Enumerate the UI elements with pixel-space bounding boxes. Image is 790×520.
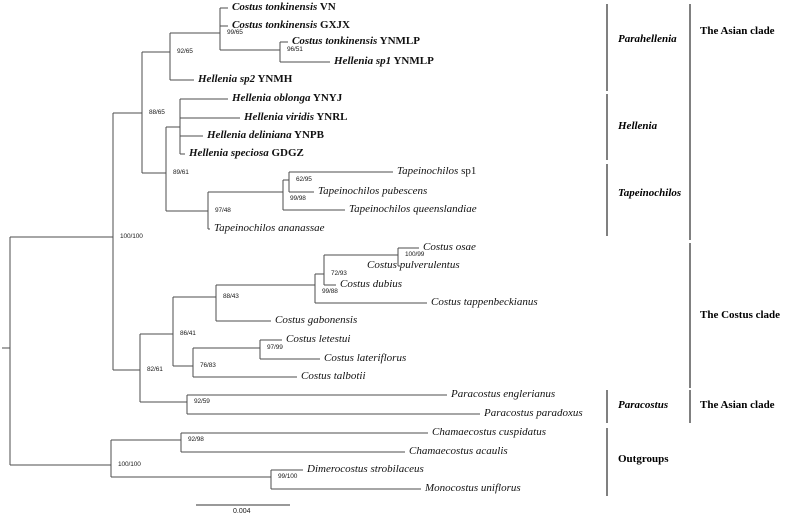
clade-asian-top: The Asian clade	[700, 25, 775, 37]
tip-voucher: YNMLP	[379, 35, 420, 47]
tip-genus: Costus	[292, 35, 323, 47]
support-value-node-outgroup-root: 100/100	[118, 461, 141, 468]
support-value-node-ynmlp-pair: 96/51	[287, 46, 303, 53]
tip-species: gabonensis	[307, 314, 358, 326]
tip-species: pubescens	[382, 185, 428, 197]
tip-voucher: YNYJ	[312, 92, 343, 104]
tip-genus: Tapeinochilos	[318, 185, 380, 197]
tip-genus: Hellenia	[207, 129, 247, 141]
tip-label-tapeinochilos-queenslandiae	[349, 204, 477, 215]
tip-genus: Paracostus	[484, 407, 534, 419]
tip-label-costus-dubius	[340, 279, 402, 290]
tip-species: sp2	[239, 73, 256, 85]
support-value-node-parahellenia: 92/65	[177, 48, 193, 55]
tip-genus: Costus	[340, 278, 370, 290]
tip-label-hellenia-speciosa-gdgz	[189, 148, 304, 159]
clade-tapeinochilos: Tapeinochilos	[618, 187, 682, 199]
tip-voucher: GXJX	[320, 19, 350, 31]
tip-label-costus-letestui	[286, 334, 351, 345]
tip-species: englerianus	[503, 388, 556, 400]
scale-bar-label: 0.004	[233, 508, 251, 515]
tip-genus: Hellenia	[232, 92, 272, 104]
tip-genus: Tapeinochilos	[397, 165, 459, 177]
tip-voucher: VN	[319, 1, 336, 13]
support-value-node-tapeino-inner2: 99/98	[290, 195, 306, 202]
tip-genus: Chamaecostus	[432, 426, 497, 438]
clade-costus: The Costus clade	[700, 309, 781, 321]
tip-genus: Costus	[232, 1, 263, 13]
tip-label-costus-pulverulentus	[367, 260, 460, 271]
tip-voucher: YNPB	[294, 129, 324, 141]
tip-label-costus-tonkinensis-vn	[232, 2, 336, 13]
tip-genus: Hellenia	[198, 73, 238, 85]
support-value-node-costus-inner3: 72/93	[331, 270, 347, 277]
support-value-node-costus-lower: 76/83	[200, 362, 216, 369]
support-value-node-tapeino-inner3: 62/95	[296, 176, 312, 183]
tip-genus: Costus	[324, 352, 354, 364]
tip-species: acaulis	[475, 445, 508, 457]
tip-species: tonkinensis	[265, 1, 318, 13]
support-value-node-osae-pulverulentus: 100/99	[405, 251, 425, 258]
tip-species: letestui	[318, 333, 351, 345]
tip-label-paracostus-englerianus	[451, 389, 555, 400]
tip-genus: Hellenia	[189, 147, 229, 159]
tip-label-costus-gabonensis	[275, 315, 357, 326]
tip-species: cuspidatus	[498, 426, 546, 438]
tip-species: paradoxus	[536, 407, 583, 419]
tip-species: tonkinensis	[265, 19, 318, 31]
tip-label-hellenia-deliniana-ynpb	[207, 130, 324, 141]
tip-genus: Costus	[301, 370, 331, 382]
tip-label-monocostus-uniflorus	[425, 483, 521, 494]
support-value-node-costus-upper: 88/43	[223, 293, 239, 300]
tip-species: speciosa	[230, 147, 269, 159]
tip-species: talbotii	[333, 370, 366, 382]
tip-species: strobilaceus	[370, 463, 424, 475]
tip-label-costus-tappenbeckianus	[431, 297, 538, 308]
tip-species: tappenbeckianus	[463, 296, 538, 308]
tip-species: deliniana	[248, 129, 292, 141]
tip-genus: Costus	[431, 296, 461, 308]
support-value-node-tapeinochilos: 97/48	[215, 207, 231, 214]
tip-label-hellenia-sp2-ynmh	[198, 74, 292, 85]
tip-genus: Tapeinochilos	[349, 203, 411, 215]
tip-genus: Costus	[275, 314, 305, 326]
tip-species: viridis	[285, 111, 314, 123]
tip-label-chamaecostus-cuspidatus	[432, 427, 546, 438]
tip-genus: Monocostus	[425, 482, 479, 494]
tip-genus: Costus	[232, 19, 263, 31]
support-value-node-paracostus: 92/59	[194, 398, 210, 405]
tip-species: osae	[455, 241, 476, 253]
tip-genus: Paracostus	[451, 388, 501, 400]
tip-label-tapeinochilos-sp1	[397, 166, 476, 177]
tip-species: uniflorus	[480, 482, 521, 494]
support-value-node-costus-inner2: 99/88	[322, 288, 338, 295]
tip-genus: Dimerocostus	[307, 463, 368, 475]
tip-label-paracostus-paradoxus	[484, 408, 583, 419]
tip-label-costus-osae	[423, 242, 476, 253]
tip-genus: Chamaecostus	[409, 445, 474, 457]
tip-genus: Costus	[423, 241, 453, 253]
clade-bracket-bars	[607, 4, 690, 496]
tip-genus: Costus	[286, 333, 316, 345]
tip-species: ananassae	[278, 222, 325, 234]
tip-voucher: YNMH	[257, 73, 293, 85]
tip-species: queenslandiae	[413, 203, 477, 215]
tip-voucher: sp1	[461, 165, 477, 177]
support-value-node-costus-clade: 82/61	[147, 366, 163, 373]
clade-outgroups: Outgroups	[618, 453, 669, 465]
tip-voucher: YNMLP	[393, 55, 434, 67]
tip-label-costus-tonkinensis-gxjx	[232, 20, 350, 31]
support-value-node-letestui-laterifl: 97/99	[267, 344, 283, 351]
tip-species: lateriflorus	[356, 352, 407, 364]
tip-species: sp1	[375, 55, 392, 67]
tip-label-costus-talbotii	[301, 371, 366, 382]
tip-label-tapeinochilos-pubescens	[318, 186, 427, 197]
support-value-node-root-asian: 100/100	[120, 233, 143, 240]
tip-species: pulverulentus	[399, 259, 460, 271]
tip-genus: Hellenia	[244, 111, 284, 123]
support-value-node-chamaecostus: 92/98	[188, 436, 204, 443]
support-value-node-tonkinensis-vn-gxjx: 99/65	[227, 29, 243, 36]
tip-species: dubius	[372, 278, 403, 290]
support-value-node-hellenia-tapeino: 89/61	[173, 169, 189, 176]
support-value-node-costus-mid: 86/41	[180, 330, 196, 337]
tip-species: oblonga	[273, 92, 311, 104]
tip-label-hellenia-oblonga-ynyj	[232, 93, 342, 104]
tip-genus: Costus	[367, 259, 397, 271]
clade-asian-bottom: The Asian clade	[700, 399, 775, 411]
tip-label-costus-tonkinensis-ynmlp	[292, 36, 420, 47]
support-value-node-dimero-mono: 99/100	[278, 473, 298, 480]
tip-label-tapeinochilos-ananassae	[214, 223, 325, 234]
tip-genus: Hellenia	[334, 55, 374, 67]
clade-paracostus: Paracostus	[618, 399, 669, 411]
tip-label-hellenia-viridis-ynrl	[244, 112, 348, 123]
tip-voucher: YNRL	[316, 111, 348, 123]
support-value-node-asian-upper: 88/65	[149, 109, 165, 116]
clade-parahellenia: Parahellenia	[618, 33, 677, 45]
tip-label-hellenia-sp1-ynmlp	[334, 56, 434, 67]
tip-label-dimerocostus-strobilaceus	[307, 464, 424, 475]
tip-label-chamaecostus-acaulis	[409, 446, 508, 457]
tip-genus: Tapeinochilos	[214, 222, 276, 234]
tip-voucher: GDGZ	[271, 147, 304, 159]
tip-label-costus-lateriflorus	[324, 353, 406, 364]
tip-species: tonkinensis	[325, 35, 378, 47]
clade-hellenia: Hellenia	[618, 120, 658, 132]
